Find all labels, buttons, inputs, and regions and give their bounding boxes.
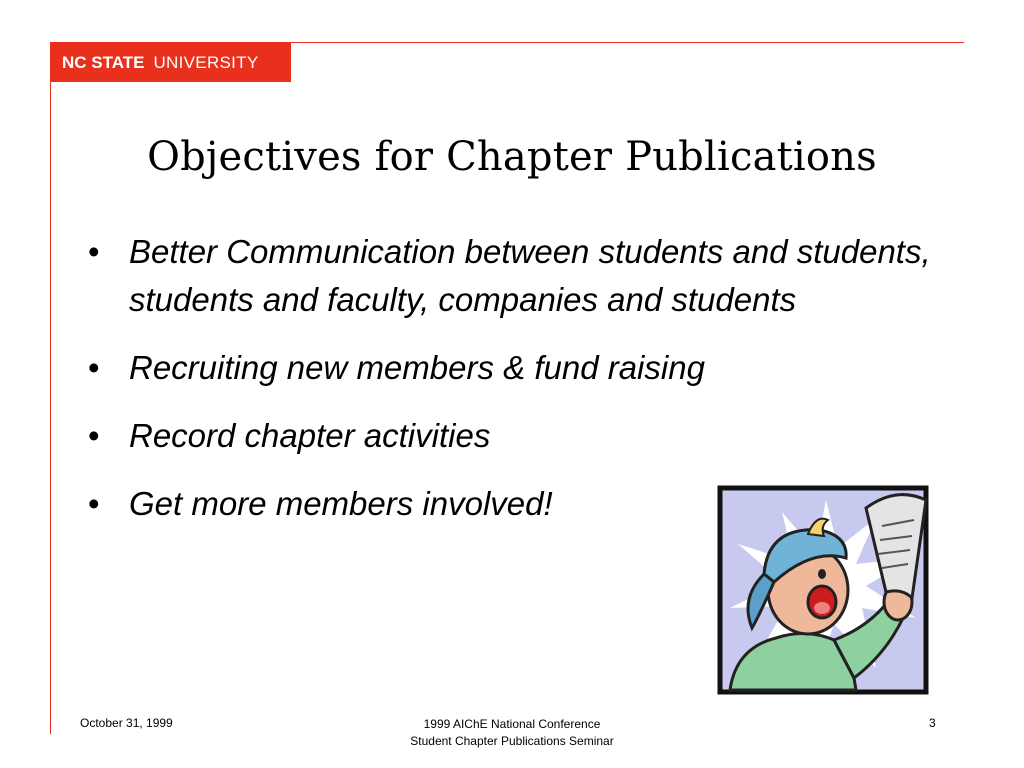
footer-conference: 1999 AIChE National Conference	[423, 717, 601, 731]
bullet-text: Get more members involved!	[129, 485, 553, 522]
bullet-dot: •	[88, 349, 100, 386]
slide-title: Objectives for Chapter Publications	[147, 134, 877, 180]
footer-conference-block	[362, 716, 662, 750]
university-logo	[51, 43, 291, 82]
logo-light-text: UNIVERSITY	[153, 52, 259, 72]
bullet-item	[88, 344, 938, 392]
footer-page-number: 3	[929, 716, 936, 730]
bullet-text: Better Communication between students and students, students and faculty, companies and students	[129, 233, 931, 318]
bullet-dot: •	[88, 417, 100, 454]
bullet-dot: •	[88, 233, 100, 270]
logo-bold-text: NC STATE	[62, 52, 145, 72]
footer-seminar: Student Chapter Publications Seminar	[410, 734, 614, 748]
tongue-shape	[814, 602, 830, 614]
eye-shape	[818, 569, 826, 579]
newspaper-boy-clipart	[716, 478, 936, 698]
bullet-dot: •	[88, 485, 100, 522]
bullet-item	[88, 228, 938, 324]
bullet-text: Recruiting new members & fund raising	[129, 349, 705, 386]
bullet-item	[88, 412, 938, 460]
left-rule	[50, 42, 51, 734]
footer-date: October 31, 1999	[80, 716, 173, 730]
bullet-text: Record chapter activities	[129, 417, 491, 454]
